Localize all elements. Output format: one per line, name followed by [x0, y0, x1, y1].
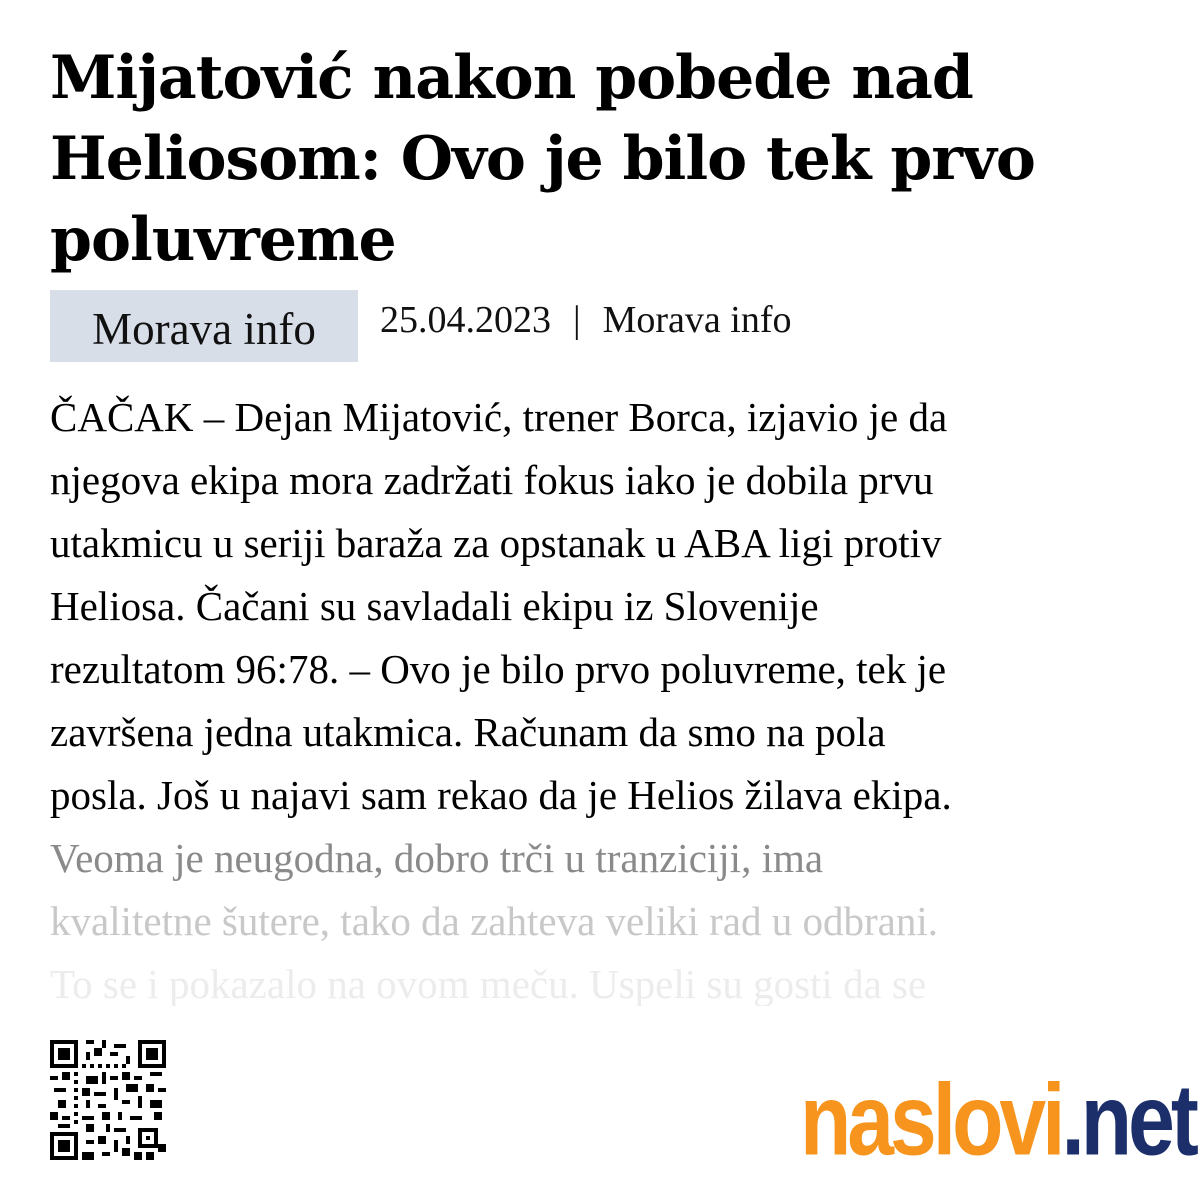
body-line: njegova ekipa mora zadržati fokus iako je dobila prvu [50, 457, 934, 503]
logo-part-naslovi: naslovi [800, 1063, 1062, 1176]
meta-separator: | [573, 299, 581, 341]
article-source: Morava info [602, 299, 792, 341]
source-tag[interactable]: Morava info [50, 290, 358, 362]
article-meta [50, 290, 792, 362]
meta-line [380, 298, 792, 342]
article-headline: Mijatović nakon pobede nad Heliosom: Ovo je bilo tek prvo poluvreme [50, 43, 1035, 275]
qr-code-icon[interactable] [50, 1040, 166, 1160]
article-date: 25.04.2023 [380, 299, 551, 341]
body-line-faded: kvalitetne šutere, tako da zahteva veliki rad u odbrani. [50, 898, 938, 944]
body-line-faded: To se i pokazalo na ovom meču. Uspeli su gosti da se [50, 961, 927, 1006]
body-line: završena jedna utakmica. Računam da smo na pola [50, 709, 886, 755]
article-body [50, 386, 1160, 1006]
body-line: ČAČAK – Dejan Mijatović, trener Borca, izjavio je da [50, 394, 948, 440]
logo-part-net: .net [1061, 1063, 1195, 1176]
body-line: utakmicu u seriji baraža za opstanak u ABA ligi protiv [50, 520, 942, 566]
body-line-faded: Veoma je neugodna, dobro trči u tranziciji, ima [50, 835, 824, 881]
body-line: Heliosa. Čačani su savladali ekipu iz Slovenije [50, 583, 819, 629]
naslovi-net-logo[interactable] [800, 1062, 1195, 1194]
body-line: rezultatom 96:78. – Ovo je bilo prvo poluvreme, tek je [50, 646, 947, 692]
body-line: posla. Još u najavi sam rekao da je Helios žilava ekipa. [50, 772, 952, 818]
